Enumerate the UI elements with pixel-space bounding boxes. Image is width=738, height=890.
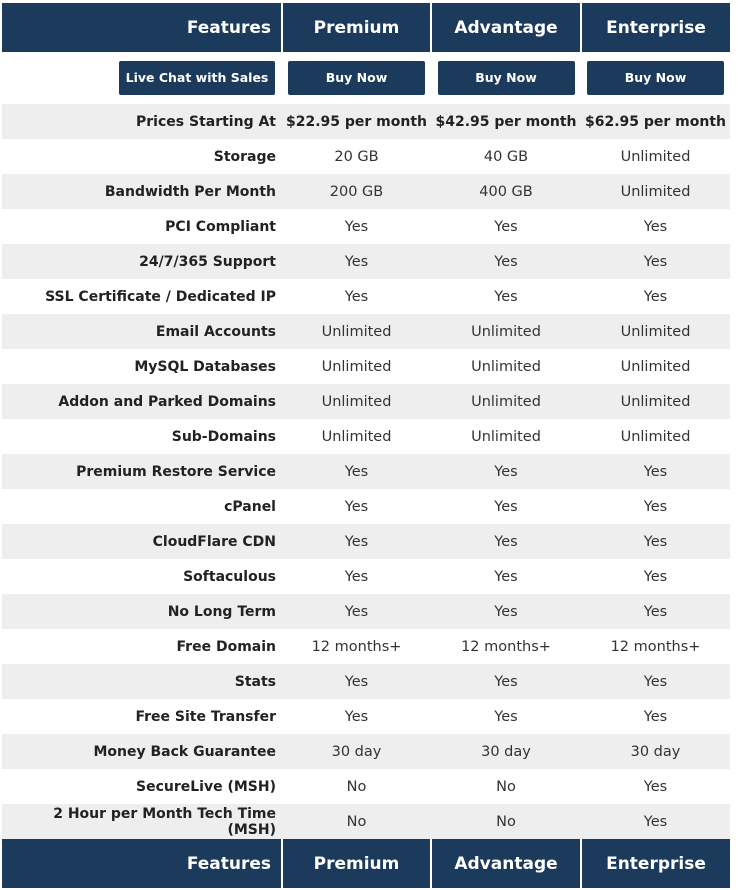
feature-value-advantage: Yes bbox=[431, 594, 581, 629]
buy-cell-premium bbox=[282, 52, 431, 104]
feature-label: 2 Hour per Month Tech Time (MSH) bbox=[2, 804, 282, 839]
features-header: Features bbox=[2, 3, 282, 52]
feature-label: Stats bbox=[2, 664, 282, 699]
feature-value-enterprise: 12 months+ bbox=[581, 629, 730, 664]
feature-value-premium: Yes bbox=[282, 454, 431, 489]
feature-label: Sub-Domains bbox=[2, 419, 282, 454]
buy-now-button-enterprise[interactable]: Buy Now bbox=[587, 61, 724, 95]
feature-label: Bandwidth Per Month bbox=[2, 174, 282, 209]
feature-label: Free Domain bbox=[2, 629, 282, 664]
feature-value-premium: 30 day bbox=[282, 734, 431, 769]
buy-now-button-advantage[interactable]: Buy Now bbox=[438, 61, 575, 95]
feature-value-premium: Unlimited bbox=[282, 349, 431, 384]
plan-header-premium: Premium bbox=[282, 3, 431, 52]
feature-value-advantage: Yes bbox=[431, 559, 581, 594]
table-row bbox=[2, 174, 730, 209]
feature-value-advantage: Yes bbox=[431, 699, 581, 734]
feature-value-advantage: Yes bbox=[431, 524, 581, 559]
feature-label: Prices Starting At bbox=[2, 104, 282, 139]
table-row bbox=[2, 594, 730, 629]
feature-value-premium: Yes bbox=[282, 664, 431, 699]
feature-value-enterprise: Yes bbox=[581, 244, 730, 279]
feature-value-enterprise: 30 day bbox=[581, 734, 730, 769]
table-row bbox=[2, 244, 730, 279]
feature-value-enterprise: Yes bbox=[581, 559, 730, 594]
header-row-bottom bbox=[2, 839, 730, 888]
feature-value-enterprise: $62.95 per month bbox=[581, 104, 730, 139]
table-row bbox=[2, 454, 730, 489]
feature-value-enterprise: Yes bbox=[581, 489, 730, 524]
feature-value-advantage: Unlimited bbox=[431, 349, 581, 384]
feature-label: No Long Term bbox=[2, 594, 282, 629]
feature-value-advantage: 30 day bbox=[431, 734, 581, 769]
buy-now-button-premium[interactable]: Buy Now bbox=[288, 61, 425, 95]
feature-value-enterprise: Yes bbox=[581, 594, 730, 629]
feature-value-premium: Unlimited bbox=[282, 419, 431, 454]
table-row bbox=[2, 279, 730, 314]
feature-value-premium: No bbox=[282, 804, 431, 839]
table-row bbox=[2, 734, 730, 769]
buy-cell-advantage bbox=[431, 52, 581, 104]
features-footer: Features bbox=[2, 839, 282, 888]
feature-label: MySQL Databases bbox=[2, 349, 282, 384]
table-row bbox=[2, 664, 730, 699]
feature-label: cPanel bbox=[2, 489, 282, 524]
feature-value-premium: Yes bbox=[282, 244, 431, 279]
feature-value-premium: 200 GB bbox=[282, 174, 431, 209]
feature-label: Addon and Parked Domains bbox=[2, 384, 282, 419]
feature-label: CloudFlare CDN bbox=[2, 524, 282, 559]
table-row bbox=[2, 524, 730, 559]
feature-label: Storage bbox=[2, 139, 282, 174]
feature-value-advantage: Unlimited bbox=[431, 314, 581, 349]
feature-value-enterprise: Yes bbox=[581, 769, 730, 804]
table-row bbox=[2, 419, 730, 454]
feature-value-enterprise: Unlimited bbox=[581, 349, 730, 384]
buy-cell-enterprise bbox=[581, 52, 730, 104]
plan-header-advantage: Advantage bbox=[431, 3, 581, 52]
feature-value-advantage: Unlimited bbox=[431, 384, 581, 419]
table-row bbox=[2, 804, 730, 839]
action-row bbox=[2, 52, 730, 104]
feature-value-enterprise: Yes bbox=[581, 279, 730, 314]
feature-value-premium: Yes bbox=[282, 524, 431, 559]
feature-value-enterprise: Yes bbox=[581, 209, 730, 244]
plan-footer-premium: Premium bbox=[282, 839, 431, 888]
feature-label: SecureLive (MSH) bbox=[2, 769, 282, 804]
feature-value-premium: Yes bbox=[282, 699, 431, 734]
table-row bbox=[2, 629, 730, 664]
feature-value-enterprise: Yes bbox=[581, 454, 730, 489]
feature-value-premium: Yes bbox=[282, 209, 431, 244]
feature-label: SSL Certificate / Dedicated IP bbox=[2, 279, 282, 314]
feature-value-advantage: $42.95 per month bbox=[431, 104, 581, 139]
feature-value-advantage: Yes bbox=[431, 279, 581, 314]
feature-value-premium: No bbox=[282, 769, 431, 804]
header-row-top bbox=[2, 3, 730, 52]
feature-value-enterprise: Yes bbox=[581, 524, 730, 559]
feature-value-premium: 20 GB bbox=[282, 139, 431, 174]
feature-value-advantage: Yes bbox=[431, 454, 581, 489]
plan-footer-enterprise: Enterprise bbox=[581, 839, 730, 888]
feature-label: Premium Restore Service bbox=[2, 454, 282, 489]
feature-value-advantage: No bbox=[431, 769, 581, 804]
feature-value-enterprise: Yes bbox=[581, 804, 730, 839]
feature-value-advantage: Yes bbox=[431, 244, 581, 279]
table-row bbox=[2, 769, 730, 804]
feature-value-advantage: Yes bbox=[431, 209, 581, 244]
feature-value-advantage: 12 months+ bbox=[431, 629, 581, 664]
table-row bbox=[2, 489, 730, 524]
pricing-table bbox=[2, 3, 730, 888]
table-row bbox=[2, 104, 730, 139]
feature-value-premium: Yes bbox=[282, 489, 431, 524]
table-row bbox=[2, 314, 730, 349]
table-row bbox=[2, 384, 730, 419]
table-row bbox=[2, 559, 730, 594]
feature-value-enterprise: Unlimited bbox=[581, 384, 730, 419]
feature-value-advantage: No bbox=[431, 804, 581, 839]
feature-value-enterprise: Yes bbox=[581, 699, 730, 734]
feature-value-enterprise: Unlimited bbox=[581, 314, 730, 349]
feature-label: 24/7/365 Support bbox=[2, 244, 282, 279]
table-row bbox=[2, 209, 730, 244]
feature-value-premium: Yes bbox=[282, 279, 431, 314]
feature-value-advantage: Unlimited bbox=[431, 419, 581, 454]
feature-label: Money Back Guarantee bbox=[2, 734, 282, 769]
feature-value-premium: Unlimited bbox=[282, 384, 431, 419]
feature-value-premium: $22.95 per month bbox=[282, 104, 431, 139]
table-row bbox=[2, 699, 730, 734]
plan-header-enterprise: Enterprise bbox=[581, 3, 730, 52]
feature-value-enterprise: Yes bbox=[581, 664, 730, 699]
plan-footer-advantage: Advantage bbox=[431, 839, 581, 888]
feature-value-enterprise: Unlimited bbox=[581, 139, 730, 174]
feature-value-premium: 12 months+ bbox=[282, 629, 431, 664]
feature-value-enterprise: Unlimited bbox=[581, 174, 730, 209]
feature-value-premium: Yes bbox=[282, 559, 431, 594]
feature-label: Email Accounts bbox=[2, 314, 282, 349]
table-row bbox=[2, 349, 730, 384]
chat-cell bbox=[2, 52, 282, 104]
feature-label: Softaculous bbox=[2, 559, 282, 594]
feature-value-advantage: 400 GB bbox=[431, 174, 581, 209]
feature-value-enterprise: Unlimited bbox=[581, 419, 730, 454]
feature-label: Free Site Transfer bbox=[2, 699, 282, 734]
feature-value-advantage: Yes bbox=[431, 664, 581, 699]
feature-value-advantage: Yes bbox=[431, 489, 581, 524]
feature-value-advantage: 40 GB bbox=[431, 139, 581, 174]
feature-value-premium: Yes bbox=[282, 594, 431, 629]
live-chat-button[interactable]: Live Chat with Sales bbox=[119, 61, 275, 95]
feature-label: PCI Compliant bbox=[2, 209, 282, 244]
table-row bbox=[2, 139, 730, 174]
feature-value-premium: Unlimited bbox=[282, 314, 431, 349]
